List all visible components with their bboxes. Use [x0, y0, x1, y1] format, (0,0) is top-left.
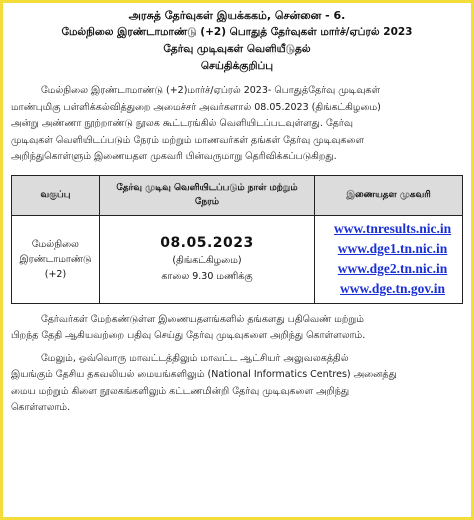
cell-datetime [99, 215, 314, 303]
cell-class [12, 215, 100, 303]
exam-title: மேல்நிலை இரண்டாமாண்டு (+2) பொதுத் தேர்வுகள் மார்ச்/ஏப்ரல் 2023 [61, 26, 413, 38]
intro-line-1: மேல்நிலை இரண்டாமாண்டு (+2)மார்ச்/ஏப்ரல் 2023- பொதுத்தேர்வு முடிவுகள் [41, 85, 381, 96]
press-note-title: செய்திக்குறிப்பு [200, 60, 274, 72]
para3-line-2: இயங்கும் தேசிய தகவலியல் மையங்களிலும் (National Informatics Centres) அனைத்து [11, 369, 397, 380]
intro-paragraph [11, 83, 463, 166]
class-line-1: மேல்நிலை [31, 238, 79, 250]
link-dge-gov[interactable]: www.dge.tn.gov.in [340, 281, 446, 296]
header-datetime [99, 175, 314, 215]
cell-websites [315, 215, 463, 303]
para3-line-3: மைய மற்றும் கிளை நூலகங்களிலும் கட்டணமின்றி தேர்வு முடிவுகளை அறிந்து [11, 385, 350, 397]
para3-line-1: மேலும், ஒவ்வொரு மாவட்டத்திலும் மாவட்ட ஆட்சியர் அலுவலகத்தில் [41, 352, 349, 364]
intro-line-2: மாண்புமிகு பள்ளிக்கல்வித்துறை அமைச்சர் அவர்களால் 08.05.2023 (திங்கட்கிழமை) [11, 101, 381, 113]
candidate-instructions-paragraph [11, 312, 463, 345]
para2-line-1: தேர்வர்கள் மேற்கண்டுள்ள இணையதளங்களில் தங்களது பதிவெண் மற்றும் [41, 313, 364, 325]
link-tnresults[interactable]: www.tnresults.nic.in [333, 221, 452, 236]
result-date: 08.05.2023 [160, 235, 254, 251]
press-release [3, 3, 471, 517]
intro-line-5: அறிந்துகொள்ளும் இணையதள முகவரி பின்வருமாறு தெரிவிக்கப்படுகிறது. [11, 151, 337, 162]
header-website: இணையதள முகவரி [315, 175, 463, 215]
department-title: அரசுத் தேர்வுகள் இயக்ககம், சென்னை - 6. [128, 9, 346, 22]
para2-line-2: பிறந்த தேதி ஆகியவற்றை பதிவு செய்து தேர்வு முடிவுகளை அறிந்து கொள்ளலாம். [11, 330, 366, 341]
results-release-title: தேர்வு முடிவுகள் வெளியீடுதல் [163, 43, 311, 55]
results-table [11, 175, 463, 304]
intro-line-4: முடிவுகள் வெளியிடப்படும் நேரம் மற்றும் மாணவர்கள் தங்கள் தேர்வு முடிவுகளை [11, 134, 365, 146]
class-line-2: இரண்டாமாண்டு (+2) [19, 253, 92, 280]
header-class: வகுப்பு [12, 175, 100, 215]
link-dge2[interactable]: www.dge2.tn.nic.in [337, 261, 448, 276]
table-header-row [12, 175, 463, 215]
intro-line-3: அன்று அண்ணா நூற்றாண்டு நூலக கூட்டரங்கில் வெளியிடப்படவுள்ளது. தேர்வு [11, 118, 353, 129]
result-time: காலை 9.30 மணிக்கு [161, 271, 253, 282]
header-datetime-line1: தேர்வு முடிவு வெளியிடப்படும் நாள் மற்றும் [116, 183, 298, 193]
para3-line-4: கொள்ளலாம். [11, 402, 71, 413]
header-block [11, 7, 463, 75]
header-datetime-line2: நேரம் [194, 197, 220, 207]
link-dge1[interactable]: www.dge1.tn.nic.in [337, 241, 448, 256]
result-day: (திங்கட்கிழமை) [172, 255, 242, 266]
nic-centres-paragraph [11, 351, 463, 417]
table-row [12, 215, 463, 303]
